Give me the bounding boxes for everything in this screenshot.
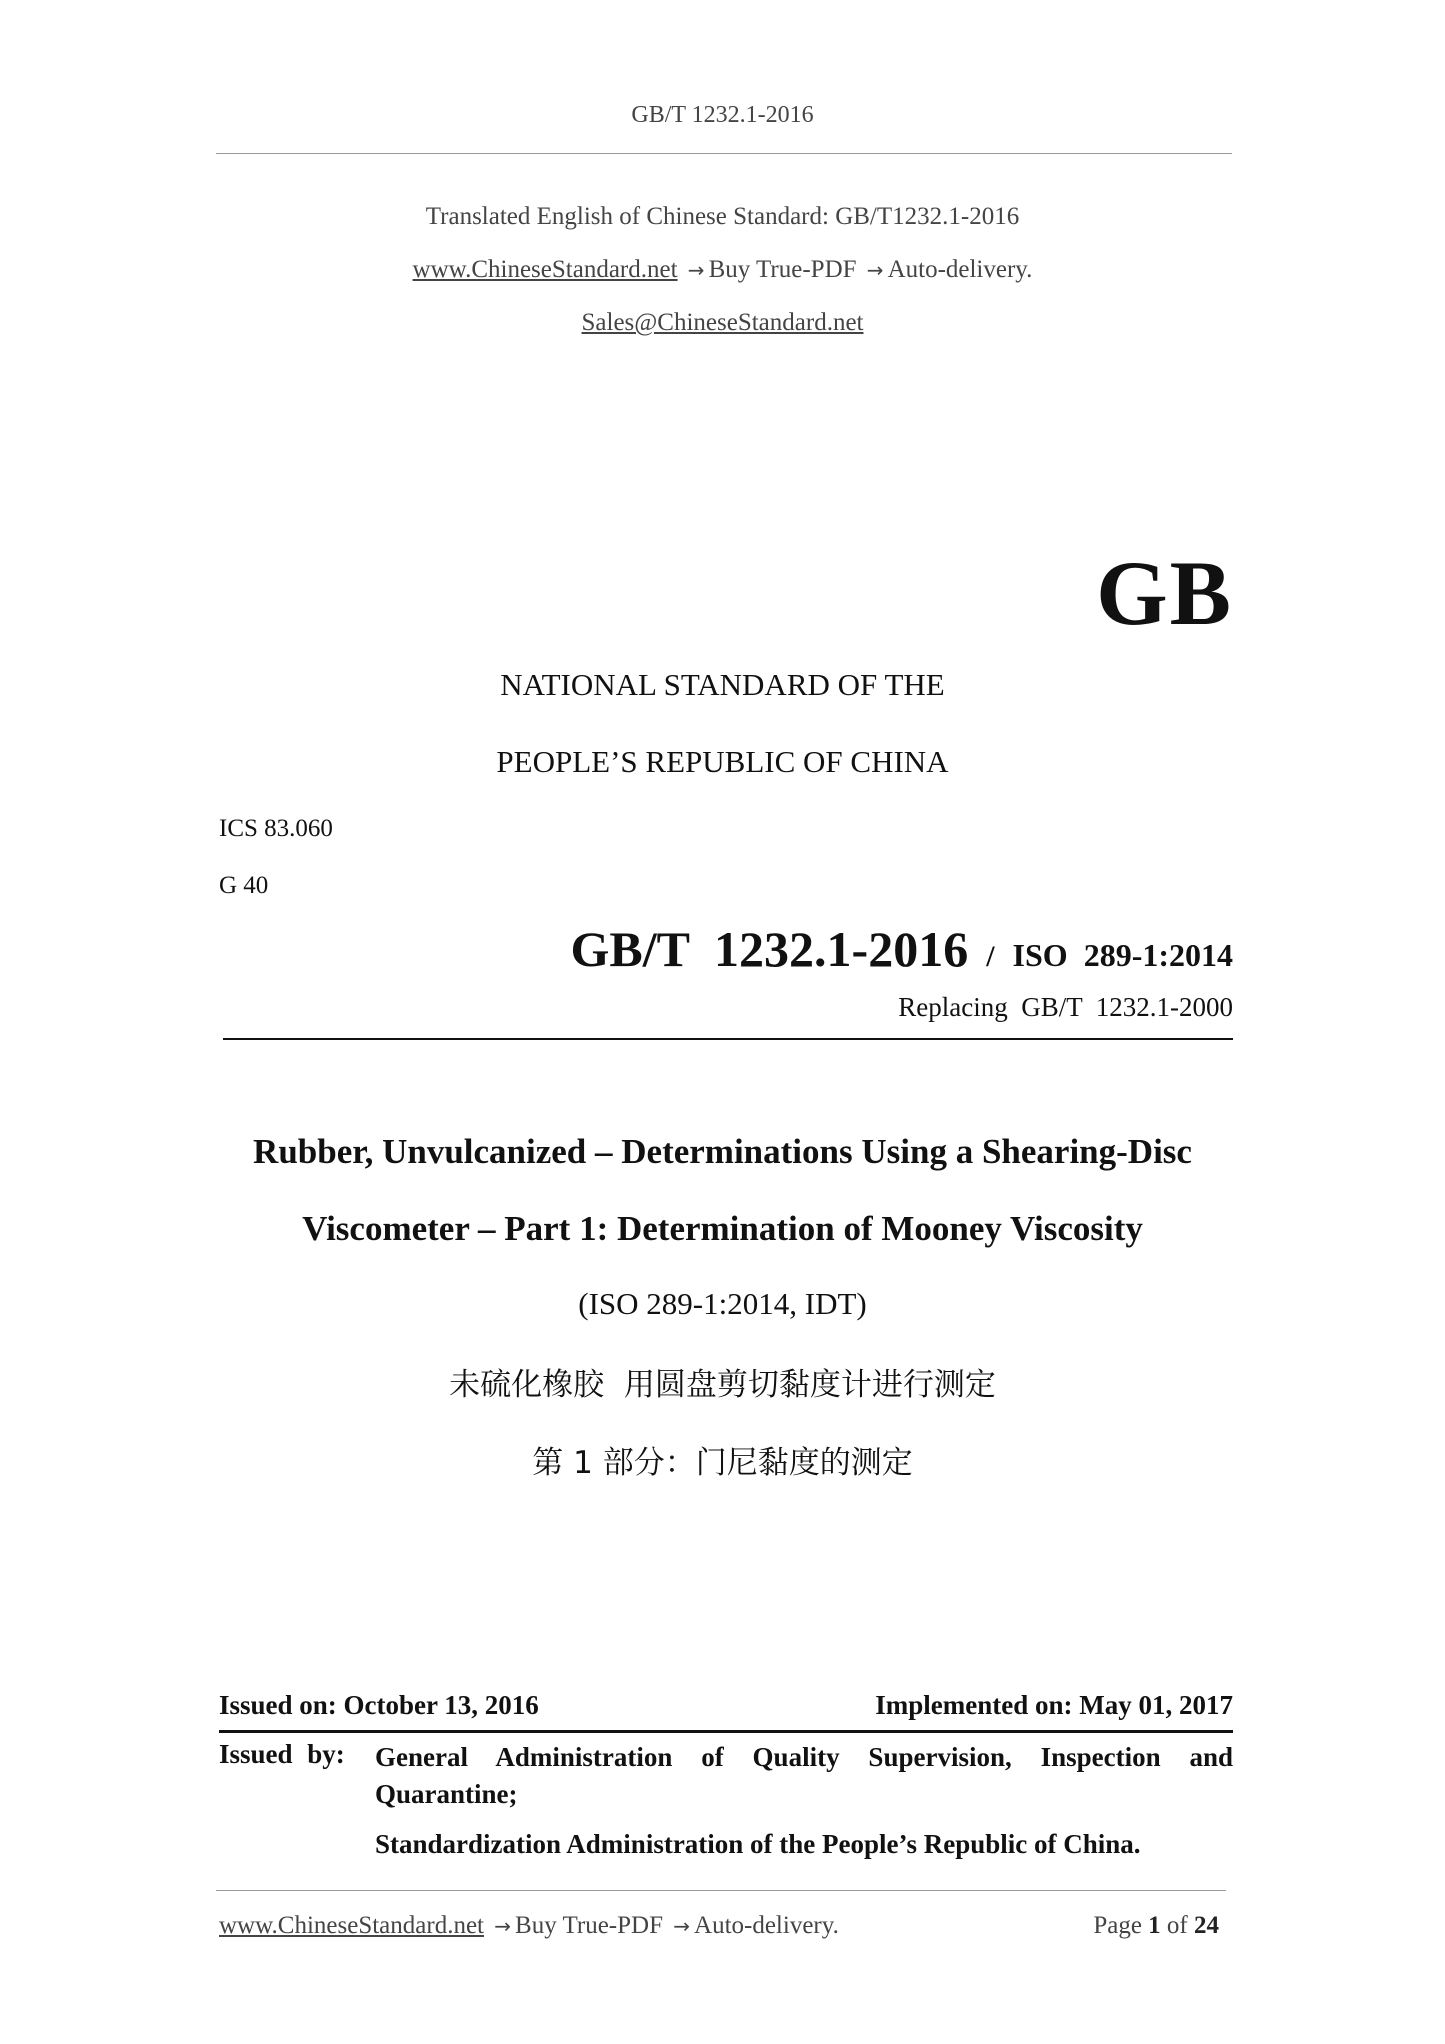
page-indicator <box>1093 1912 1219 1940</box>
chinese-title-line-2: 第 1 部分：门尼黏度的测定 <box>532 1445 913 1481</box>
footer-site-link[interactable]: www.ChineseStandard.net <box>219 1912 484 1939</box>
arrow-right-icon: → <box>687 258 705 282</box>
sales-email-link[interactable]: Sales@ChineseStandard.net <box>581 309 864 336</box>
chinese-title-line-1: 未硫化橡胶 用圆盘剪切黏度计进行测定 <box>449 1367 996 1403</box>
standard-number-line <box>570 920 1233 978</box>
auto-delivery-text: Auto-delivery. <box>887 256 1033 283</box>
arrow-right-icon: → <box>494 1914 512 1938</box>
title-divider <box>223 1038 1233 1040</box>
iso-identity: (ISO 289-1:2014, IDT) <box>578 1286 867 1321</box>
replacing-note: Replacing GB/T 1232.1-2000 <box>898 992 1233 1022</box>
ics-code: ICS 83.060 <box>219 815 333 842</box>
header-divider <box>216 153 1232 154</box>
issued-by-authority-1: General Administration of Quality Supervision, Inspection and Quarantine; <box>375 1742 1233 1809</box>
footer-divider <box>216 1890 1226 1891</box>
issued-on-date: Issued on: October 13, 2016 <box>219 1690 539 1720</box>
footer-promo <box>219 1912 839 1940</box>
page-total: 24 <box>1194 1912 1219 1939</box>
arrow-right-icon: → <box>673 1914 691 1938</box>
page-of: of <box>1166 1912 1188 1939</box>
translation-note: Translated English of Chinese Standard: GB/T1232.1-2016 <box>425 203 1020 230</box>
site-link[interactable]: www.ChineseStandard.net <box>412 256 678 283</box>
buy-true-pdf-text: Buy True-PDF <box>708 256 857 283</box>
standard-separator: / <box>986 940 995 973</box>
national-standard-line-1: NATIONAL STANDARD OF THE <box>500 667 945 702</box>
dates-divider <box>219 1730 1233 1733</box>
arrow-right-icon: → <box>866 258 884 282</box>
document-title-line-1: Rubber, Unvulcanized – Determinations Using a Shearing-Disc <box>253 1132 1192 1171</box>
national-standard-line-2: PEOPLE’S REPUBLIC OF CHINA <box>496 744 949 779</box>
iso-number: ISO 289-1:2014 <box>1012 937 1233 973</box>
footer-buy-text: Buy True-PDF <box>515 1912 663 1939</box>
ccs-code: G 40 <box>219 872 269 899</box>
footer-delivery-text: Auto-delivery. <box>694 1912 839 1939</box>
page-label: Page <box>1093 1912 1142 1939</box>
implemented-on-date: Implemented on: May 01, 2017 <box>875 1690 1233 1720</box>
sales-line <box>0 309 1445 337</box>
gb-logo: GB <box>1096 542 1233 644</box>
page-current: 1 <box>1148 1912 1161 1939</box>
promo-line <box>0 256 1445 284</box>
running-header: GB/T 1232.1-2016 <box>631 102 814 128</box>
issued-by-label: Issued by: <box>219 1739 345 1769</box>
issued-by-authority-2: Standardization Administration of the People’s Republic of China. <box>375 1829 1141 1859</box>
document-title-line-2: Viscometer – Part 1: Determination of Mooney Viscosity <box>302 1209 1143 1248</box>
standard-number: GB/T 1232.1-2016 <box>570 921 969 977</box>
